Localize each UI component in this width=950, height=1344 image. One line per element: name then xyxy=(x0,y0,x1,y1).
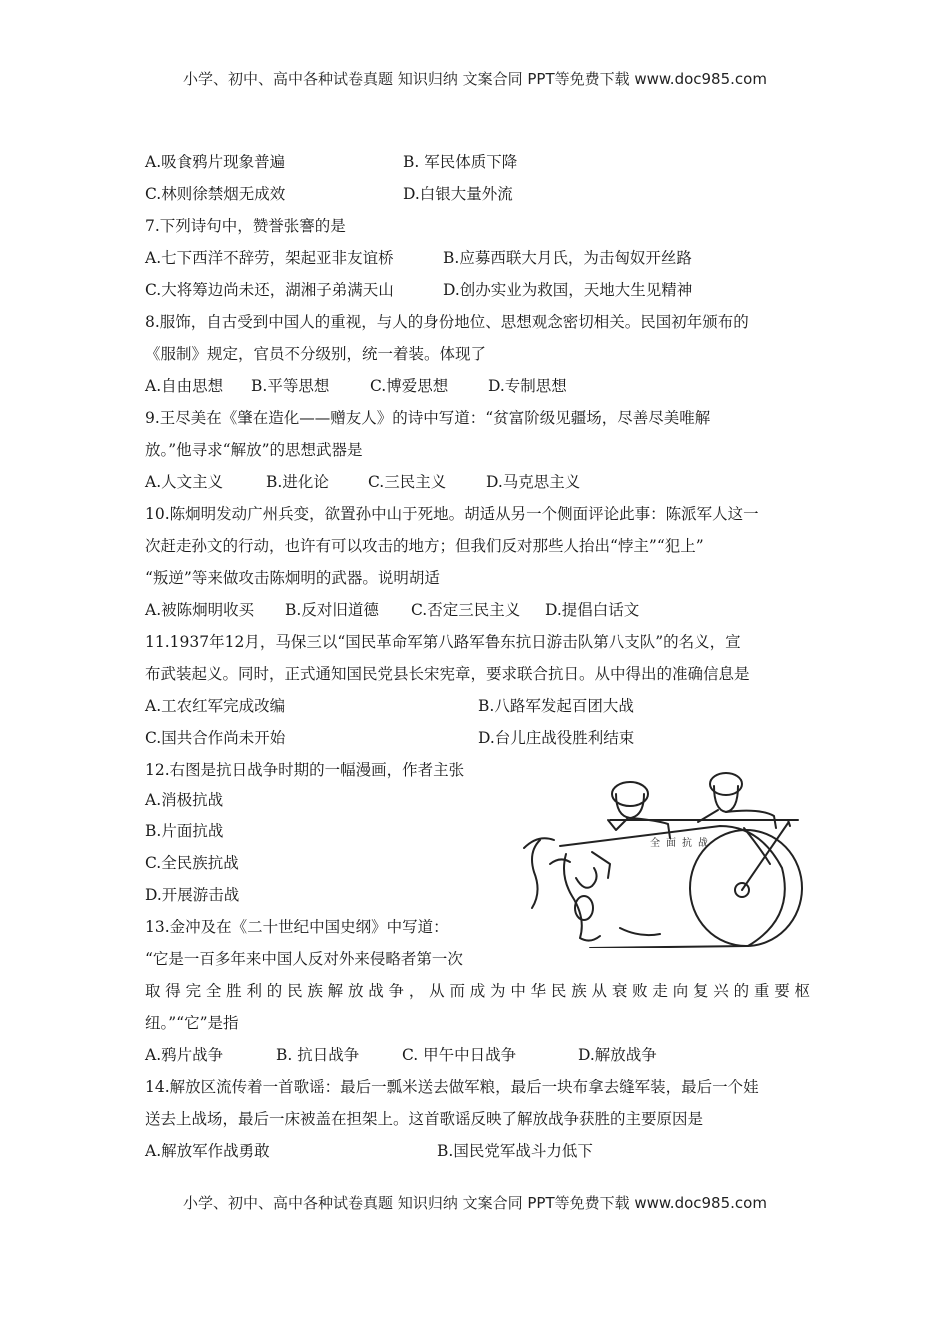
q7-option-d: D.创办实业为救国，天地大生见精神 xyxy=(443,281,693,299)
q13-option-d: D.解放战争 xyxy=(578,1046,657,1064)
q8-option-row xyxy=(145,376,810,396)
q8-stem-line-1: 8.服饰，自古受到中国人的重视，与人的身份地位、思想观念密切相关。民国初年颁布的 xyxy=(145,313,749,331)
q6-option-a: A.吸食鸦片现象普遍 xyxy=(145,153,286,171)
q12-option-b: B.片面抗战 xyxy=(145,822,224,840)
q9-option-c: C.三民主义 xyxy=(368,473,447,491)
q7-option-b: B.应募西联大月氏，为击匈奴开丝路 xyxy=(443,249,692,267)
q14-option-row xyxy=(145,1141,810,1161)
q7-option-row-2 xyxy=(145,280,810,300)
q11-option-row-1 xyxy=(145,696,810,716)
page-footer: 小学、初中、高中各种试卷真题 知识归纳 文案合同 PPT等免费下载 www.doc985.com xyxy=(183,1194,767,1212)
q12-option-c: C.全民族抗战 xyxy=(145,854,239,872)
q8-option-c: C.博爱思想 xyxy=(370,377,449,395)
q9-stem-line-2: 放。”他寻求“解放”的思想武器是 xyxy=(145,441,363,459)
q6-option-row-1 xyxy=(145,152,810,172)
page-header: 小学、初中、高中各种试卷真题 知识归纳 文案合同 PPT等免费下载 www.doc985.com xyxy=(183,70,767,88)
q14-option-a: A.解放军作战勇敢 xyxy=(145,1142,270,1160)
q12-option-d: D.开展游击战 xyxy=(145,886,240,904)
crushed-enemy xyxy=(532,840,540,908)
q7-stem: 7.下列诗句中，赞誉张謇的是 xyxy=(145,217,346,235)
anti-japanese-war-cartoon xyxy=(520,768,810,948)
q11-stem-line-2: 布武装起义。同时，正式通知国民党县长宋宪章，要求联合抗日。从中得出的准确信息是 xyxy=(145,665,750,683)
q11-option-row-2 xyxy=(145,728,810,748)
q9-stem-line-1: 9.王尽美在《肇在造化——赠友人》的诗中写道：“贫富阶级见疆场，尽善尽美唯解 xyxy=(145,409,711,427)
q7-option-row-1 xyxy=(145,248,810,268)
q13-stem-line-4: 纽。”“它”是指 xyxy=(145,1014,239,1032)
q13-stem-line-2: “它是一百多年来中国人反对外来侵略者第一次 xyxy=(145,950,463,968)
roller-label: 全面抗战 xyxy=(650,838,714,849)
q10-option-c: C.否定三民主义 xyxy=(411,601,521,619)
q6-option-d: D.白银大量外流 xyxy=(403,185,513,203)
q9-option-a: A.人文主义 xyxy=(145,473,224,491)
q10-stem-line-2: 次赶走孙文的行动，也许有可以攻击的地方；但我们反对那些人抬出“悖主”“犯上” xyxy=(145,537,704,555)
q13-option-a: A.鸦片战争 xyxy=(145,1046,224,1064)
q9-option-row xyxy=(145,472,810,492)
q10-option-d: D.提倡白话文 xyxy=(545,601,640,619)
q11-option-c: C.国共合作尚未开始 xyxy=(145,729,286,747)
q9-option-d: D.马克思主义 xyxy=(486,473,581,491)
q7-option-a: A.七下西洋不辞劳，架起亚非友谊桥 xyxy=(145,249,394,267)
q6-option-row-2 xyxy=(145,184,810,204)
q12-stem: 12.右图是抗日战争时期的一幅漫画，作者主张 xyxy=(145,761,465,779)
q8-option-a: A.自由思想 xyxy=(145,377,224,395)
q13-stem-line-1: 13.金冲及在《二十世纪中国史纲》中写道： xyxy=(145,918,449,936)
q9-option-b: B.进化论 xyxy=(266,473,329,491)
q10-stem-line-1: 10.陈炯明发动广州兵变，欲置孙中山于死地。胡适从另一个侧面评论此事：陈派军人这一 xyxy=(145,505,759,523)
q13-option-b: B. 抗日战争 xyxy=(276,1046,360,1064)
q11-option-a: A.工农红军完成改编 xyxy=(145,697,286,715)
q8-stem-line-2: 《服制》规定，官员不分级别，统一着装。体现了 xyxy=(145,345,487,363)
q13-option-row xyxy=(145,1045,810,1065)
q10-stem-line-3: “叛逆”等来做攻击陈炯明的武器。说明胡适 xyxy=(145,569,440,587)
q11-stem-line-1: 11.1937年12月，马保三以“国民革命军第八路军鲁东抗日游击队第八支队”的名义，宣 xyxy=(145,633,741,651)
q6-option-c: C.林则徐禁烟无成效 xyxy=(145,185,286,203)
q7-option-c: C.大将筹边尚未还，湖湘子弟满天山 xyxy=(145,281,394,299)
q12-option-a: A.消极抗战 xyxy=(145,791,224,809)
q11-option-b: B.八路军发起百团大战 xyxy=(478,697,634,715)
q11-option-d: D.台儿庄战役胜利结束 xyxy=(478,729,635,747)
q8-option-d: D.专制思想 xyxy=(488,377,567,395)
q13-stem-line-3: 取得完全胜利的民族解放战争，从而成为中华民族从衰败走向复兴的重要枢 xyxy=(145,982,810,1000)
q14-option-b: B.国民党军战斗力低下 xyxy=(437,1142,593,1160)
q13-option-c: C. 甲午中日战争 xyxy=(402,1046,517,1064)
q8-option-b: B.平等思想 xyxy=(251,377,330,395)
q10-option-row xyxy=(145,600,810,620)
q14-stem-line-1: 14.解放区流传着一首歌谣：最后一瓢米送去做军粮，最后一块布拿去缝军装，最后一个娃 xyxy=(145,1078,759,1096)
q6-option-b: B. 军民体质下降 xyxy=(403,153,518,171)
q14-stem-line-2: 送去上战场，最后一床被盖在担架上。这首歌谣反映了解放战争获胜的主要原因是 xyxy=(145,1110,704,1128)
q10-option-b: B.反对旧道德 xyxy=(285,601,379,619)
q10-option-a: A.被陈炯明收买 xyxy=(145,601,255,619)
